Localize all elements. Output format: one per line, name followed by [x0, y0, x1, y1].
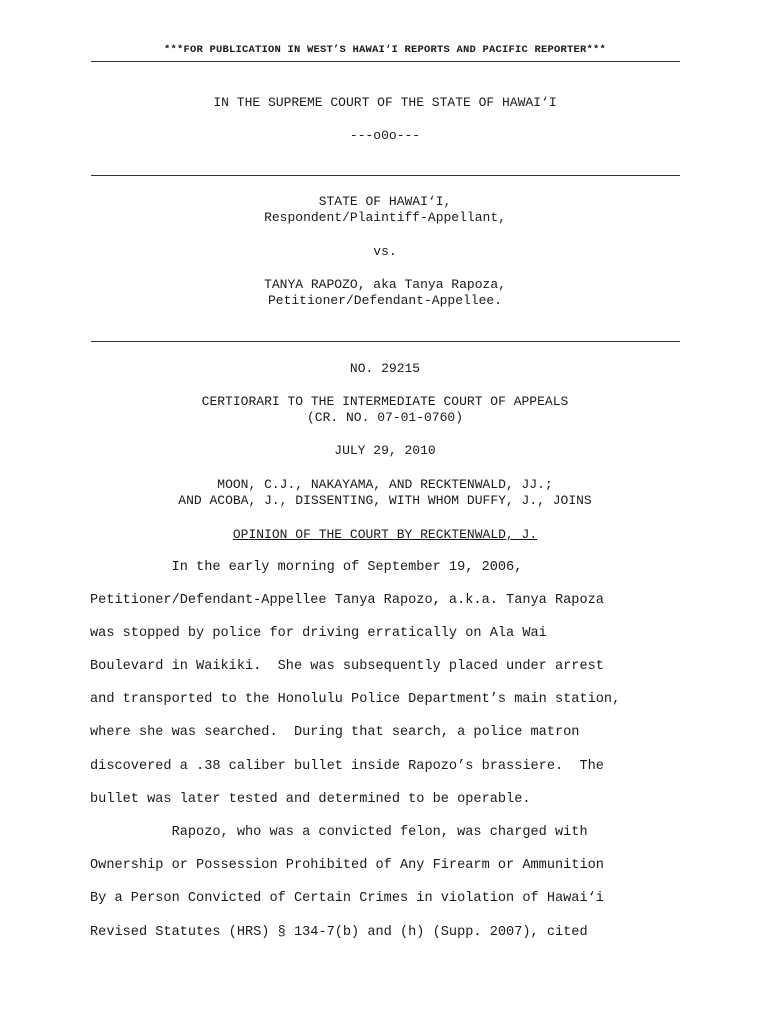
versus-label: vs. — [373, 244, 397, 259]
decision-date: JULY 29, 2010 — [334, 443, 436, 458]
judges-line-2: AND ACOBA, J., DISSENTING, WITH WHOM DUFFY, J., JOINS — [178, 493, 592, 508]
body-line: where she was searched. During that search, a police matron — [90, 725, 580, 740]
publication-header: ***FOR PUBLICATION IN WEST’S HAWAI‘I REPORTS AND PACIFIC REPORTER*** — [163, 44, 607, 56]
defendant-name: TANYA RAPOZO, aka Tanya Rapoza, — [264, 277, 506, 292]
judges-line-1: MOON, C.J., NAKAYAMA, AND RECKTENWALD, JJ.; — [217, 477, 553, 492]
body-line: By a Person Convicted of Certain Crimes in violation of Hawai‘i — [90, 891, 604, 906]
header-rule — [91, 61, 680, 62]
caption-bottom-rule — [91, 341, 680, 342]
caption-top-rule — [91, 175, 680, 176]
body-line: Petitioner/Defendant-Appellee Tanya Rapozo, a.k.a. Tanya Rapoza — [90, 593, 604, 608]
lower-court-number: (CR. NO. 07-01-0760) — [306, 410, 464, 425]
body-line: and transported to the Honolulu Police Department’s main station, — [90, 692, 621, 707]
body-line: Revised Statutes (HRS) § 134-7(b) and (h) (Supp. 2007), cited — [90, 925, 588, 940]
plaintiff-name: STATE OF HAWAI‘I, — [318, 194, 452, 209]
separator-ornament: ---o0o--- — [349, 128, 421, 143]
opinion-title: OPINION OF THE COURT BY RECKTENWALD, J. — [232, 527, 538, 542]
plaintiff-role: Respondent/Plaintiff-Appellant, — [264, 210, 506, 225]
body-line: was stopped by police for driving erratically on Ala Wai — [90, 626, 547, 641]
certiorari-line: CERTIORARI TO THE INTERMEDIATE COURT OF APPEALS — [201, 394, 569, 409]
body-line: Ownership or Possession Prohibited of Any Firearm or Ammunition — [90, 858, 604, 873]
court-name: IN THE SUPREME COURT OF THE STATE OF HAWAI‘I — [213, 95, 557, 110]
body-line: discovered a .38 caliber bullet inside Rapozo’s brassiere. The — [90, 759, 604, 774]
body-line: In the early morning of September 19, 2006, — [90, 560, 523, 575]
body-line: Rapozo, who was a convicted felon, was charged with — [90, 825, 588, 840]
defendant-role: Petitioner/Defendant-Appellee. — [267, 293, 503, 308]
body-line: Boulevard in Waikiki. She was subsequently placed under arrest — [90, 659, 604, 674]
case-number: NO. 29215 — [349, 361, 421, 376]
body-line: bullet was later tested and determined to be operable. — [90, 792, 531, 807]
